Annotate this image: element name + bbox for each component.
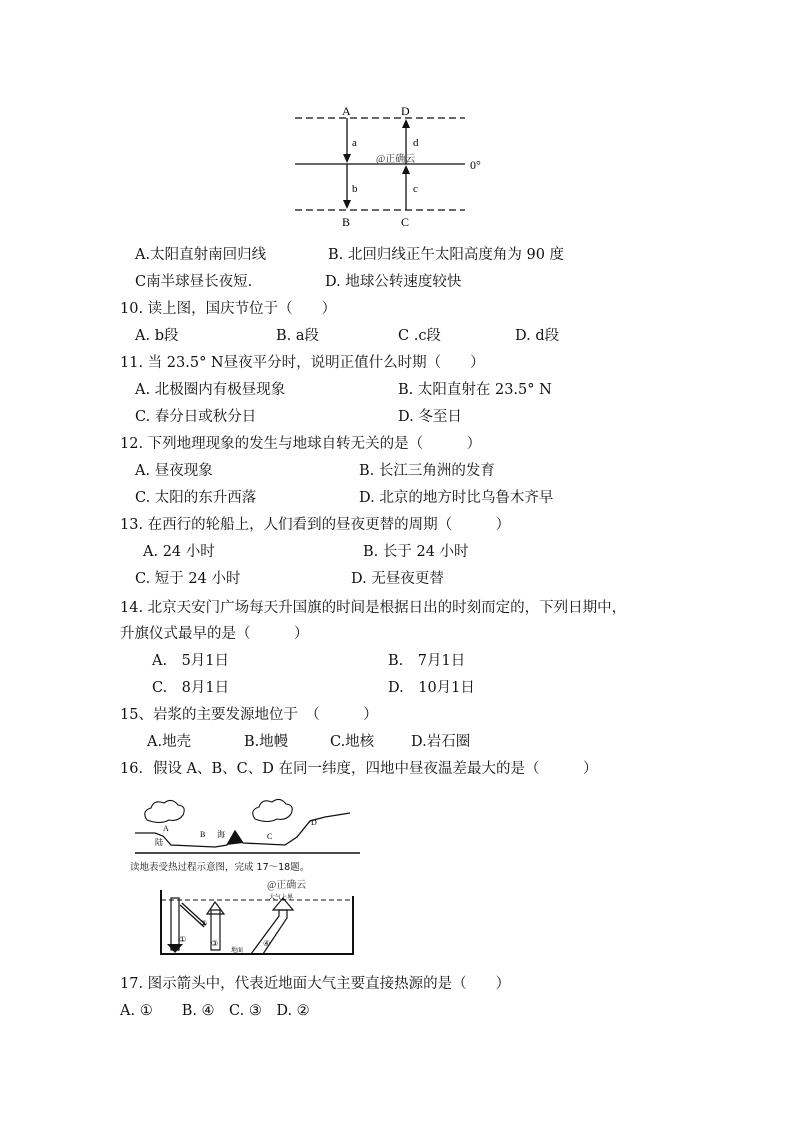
q11-option-b[interactable]: B. 太阳直射在 23.5° N (398, 382, 552, 398)
q9-option-a[interactable]: A.太阳直射南回归线 (135, 247, 267, 263)
arrow-1 (167, 944, 183, 953)
label-ground: 地面 (231, 948, 244, 954)
q15-stem-text: 15、岩浆的主要发源地位于 （ ） (120, 707, 378, 723)
q14-option-d[interactable]: D. 10月1日 (388, 680, 475, 696)
arrow-3 (207, 902, 224, 914)
q14-option-b[interactable]: B. 7月1日 (388, 653, 466, 669)
figure3-caption-text: 读地表受热过程示意图，完成 17～18题。 (130, 862, 310, 873)
q11-stem-text: 11. 当 23.5° N昼夜平分时，说明正值什么时期（ ） (120, 355, 485, 371)
label-C: C (401, 215, 410, 229)
mark-4: ④ (263, 939, 271, 948)
label-D: D (401, 104, 410, 118)
q13-stem-text: 13. 在西行的轮船上，人们看到的昼夜更替的周期（ ） (120, 517, 511, 533)
q17-option-list[interactable]: A. ① B. ④ C. ③ D. ② (120, 1003, 310, 1019)
q12-stem-text: 12. 下列地理现象的发生与地球自转无关的是（ ） (120, 436, 482, 452)
cloud-right-icon (253, 799, 292, 821)
q17-stem-text: 17. 图示箭头中，代表近地面大气主要直接热源的是（ ） (120, 976, 511, 992)
mark-2: ② (200, 919, 208, 928)
label-c: c (413, 183, 418, 195)
label-land: 陆 (155, 838, 163, 847)
q10-option-c[interactable]: C .c段 (398, 328, 441, 344)
q16-stem-text: 16．假设 A、B、C、D 在同一纬度，四地中昼夜温差最大的是（ ） (120, 761, 598, 777)
q12-option-b[interactable]: B. 长江三角洲的发育 (359, 463, 495, 479)
mark-1: ① (179, 935, 187, 944)
label-A: A (342, 104, 351, 118)
label-A: A (163, 824, 169, 833)
q15-option-a[interactable]: A.地壳 (147, 734, 192, 750)
arrow-b (343, 200, 351, 209)
label-B: B (200, 830, 206, 839)
arrow-d (402, 119, 410, 128)
q15-option-b[interactable]: B.地幔 (244, 734, 289, 750)
label-a: a (352, 137, 357, 149)
label-B: B (342, 215, 351, 229)
q9-option-b[interactable]: B. 北回归线正午太阳高度角为 90 度 (328, 247, 565, 263)
q13-option-c[interactable]: C. 短于 24 小时 (135, 571, 241, 587)
q14-stem-text-1: 14. 北京天安门广场每天升国旗的时间是根据日出的时刻而定的，下列日期中， (120, 600, 627, 616)
q10-stem-text: 10. 读上图，国庆节位于（ ） (120, 301, 337, 317)
label-b: b (352, 183, 358, 195)
label-sea: 海 (217, 830, 225, 839)
q13-option-d[interactable]: D. 无昼夜更替 (351, 571, 444, 587)
q11-option-c[interactable]: C. 春分日或秋分日 (135, 409, 257, 425)
q15-option-d[interactable]: D.岩石圈 (411, 734, 471, 750)
q14-option-a[interactable]: A. 5月1日 (152, 653, 230, 669)
q15-option-c[interactable]: C.地核 (330, 734, 375, 750)
watermark: @正确云 (376, 154, 416, 165)
q13-option-a[interactable]: A. 24 小时 (143, 544, 215, 560)
label-D: D (311, 818, 317, 827)
mountain (227, 831, 243, 845)
q12-option-d[interactable]: D. 北京的地方时比乌鲁木齐早 (359, 490, 554, 506)
declination-diagram (290, 100, 490, 232)
arrow-a (343, 154, 351, 163)
q14-option-c[interactable]: C. 8月1日 (152, 680, 230, 696)
q13-option-b[interactable]: B. 长于 24 小时 (363, 544, 469, 560)
q11-option-a[interactable]: A. 北极圈内有极昼现象 (135, 382, 286, 398)
q9-option-c[interactable]: C南半球昼长夜短. (135, 274, 253, 290)
land-sea-diagram (135, 795, 360, 860)
q14-stem-text-2: 升旗仪式最早的是（ ） (120, 626, 309, 642)
q9-option-d[interactable]: D. 地球公转速度较快 (325, 274, 462, 290)
cloud-left-icon (145, 800, 184, 822)
q10-option-a[interactable]: A. b段 (135, 328, 179, 344)
mark-3: ③ (211, 939, 219, 948)
ground-heating-diagram (155, 876, 360, 958)
arrow-c (402, 165, 410, 174)
label-d: d (413, 137, 419, 149)
label-C: C (267, 832, 273, 841)
q12-option-c[interactable]: C. 太阳的东升西落 (135, 490, 257, 506)
label-atmosphere-top: 大气上界 (269, 895, 294, 901)
q11-option-d[interactable]: D. 冬至日 (398, 409, 462, 425)
q10-option-b[interactable]: B. a段 (276, 328, 320, 344)
q12-option-a[interactable]: A. 昼夜现象 (135, 463, 213, 479)
watermark: @正确云 (267, 880, 307, 891)
q10-option-d[interactable]: D. d段 (515, 328, 560, 344)
label-equator: 0° (470, 158, 481, 172)
